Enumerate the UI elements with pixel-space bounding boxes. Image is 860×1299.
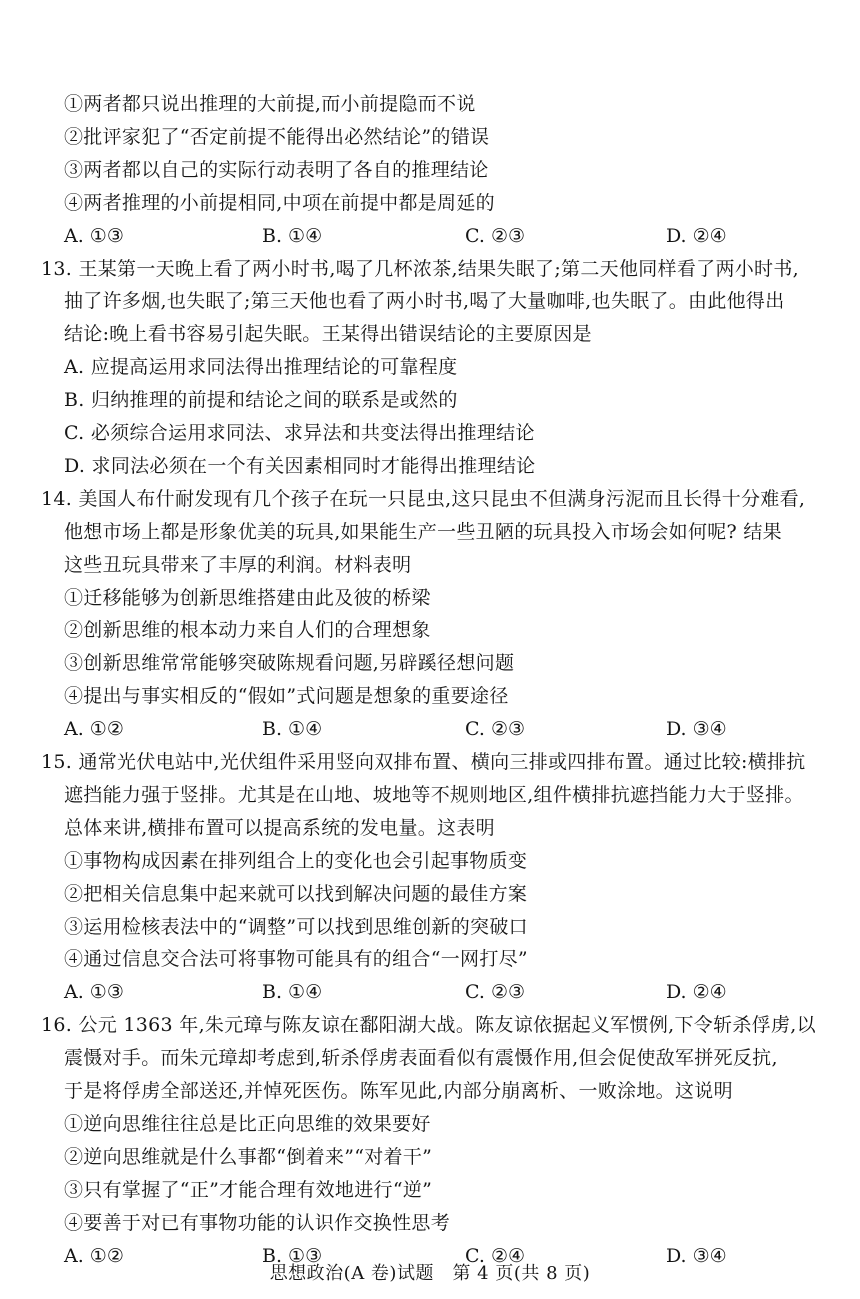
q13-option-d: D. 求同法必须在一个有关因素相同时才能得出推理结论	[64, 455, 536, 477]
q14-option-b: B. ①④	[262, 718, 323, 740]
q13-stem-line-1: 13. 王某第一天晚上看了两小时书,喝了几杯浓茶,结果失眠了;第二天他同样看了两小时书,	[41, 258, 799, 280]
q15-option-b: B. ①④	[262, 981, 323, 1003]
q13-stem-line-2: 抽了许多烟,也失眠了;第三天他也看了两小时书,喝了大量咖啡,也失眠了。由此他得出	[64, 290, 785, 312]
q16-statement-2: ②逆向思维就是什么事都“倒着来”“对着干”	[64, 1146, 433, 1168]
q16-statement-4: ④要善于对已有事物功能的认识作交换性思考	[64, 1212, 451, 1234]
q16-option-c: C. ②④	[465, 1245, 526, 1267]
q12-statement-4: ④两者推理的小前提相同,中项在前提中都是周延的	[64, 192, 495, 214]
q14-stem-line-3: 这些丑玩具带来了丰厚的利润。材料表明	[64, 554, 412, 576]
q15-statement-4: ④通过信息交合法可将事物可能具有的组合“一网打尽”	[64, 948, 528, 970]
q13-option-a: A. 应提高运用求同法得出推理结论的可靠程度	[64, 356, 458, 378]
q14-statement-3: ③创新思维常常能够突破陈规看问题,另辟蹊径想问题	[64, 652, 515, 674]
q12-option-d: D. ②④	[666, 225, 727, 247]
q13-option-c: C. 必须综合运用求同法、求异法和共变法得出推理结论	[64, 422, 535, 444]
q15-option-c: C. ②③	[465, 981, 526, 1003]
q15-statement-3: ③运用检核表法中的“调整”可以找到思维创新的突破口	[64, 916, 528, 938]
q14-statement-1: ①迁移能够为创新思维搭建由此及彼的桥梁	[64, 587, 431, 609]
q16-option-d: D. ③④	[666, 1245, 727, 1267]
q12-option-c: C. ②③	[465, 225, 526, 247]
q16-stem-line-1: 16. 公元 1363 年,朱元璋与陈友谅在鄱阳湖大战。陈友谅依据起义军惯例,下令斩杀俘虏,以	[41, 1014, 816, 1036]
q14-stem-line-2: 他想市场上都是形象优美的玩具,如果能生产一些丑陋的玩具投入市场会如何呢? 结果	[64, 521, 782, 543]
q13-stem-line-3: 结论:晚上看书容易引起失眠。王某得出错误结论的主要原因是	[64, 323, 592, 345]
q14-option-d: D. ③④	[666, 718, 727, 740]
q15-stem-line-1: 15. 通常光伏电站中,光伏组件采用竖向双排布置、横向三排或四排布置。通过比较:横排抗	[41, 751, 806, 773]
q12-option-a: A. ①③	[64, 225, 124, 247]
q16-option-b: B. ①③	[262, 1245, 323, 1267]
q14-option-c: C. ②③	[465, 718, 526, 740]
q14-option-a: A. ①②	[64, 718, 124, 740]
q15-option-d: D. ②④	[666, 981, 727, 1003]
q16-statement-1: ①逆向思维往往总是比正向思维的效果要好	[64, 1113, 431, 1135]
q15-stem-line-3: 总体来讲,横排布置可以提高系统的发电量。这表明	[64, 817, 495, 839]
q15-stem-line-2: 遮挡能力强于竖排。尤其是在山地、坡地等不规则地区,组件横排抗遮挡能力大于竖排。	[64, 784, 804, 806]
q16-stem-line-2: 震慑对手。而朱元璋却考虑到,斩杀俘虏表面看似有震慑作用,但会促使敌军拼死反抗,	[64, 1047, 778, 1069]
q14-statement-4: ④提出与事实相反的“假如”式问题是想象的重要途径	[64, 685, 509, 707]
q16-option-a: A. ①②	[64, 1245, 124, 1267]
q16-stem-line-3: 于是将俘虏全部送还,并悼死医伤。陈军见此,内部分崩离析、一败涂地。这说明	[64, 1080, 733, 1102]
q12-option-b: B. ①④	[262, 225, 323, 247]
q16-statement-3: ③只有掌握了“正”才能合理有效地进行“逆”	[64, 1179, 433, 1201]
q12-statement-2: ②批评家犯了“否定前提不能得出必然结论”的错误	[64, 126, 490, 148]
q12-statement-1: ①两者都只说出推理的大前提,而小前提隐而不说	[64, 93, 476, 115]
q14-stem-line-1: 14. 美国人布什耐发现有几个孩子在玩一只昆虫,这只昆虫不但满身污泥而且长得十分难看,	[41, 488, 806, 510]
q12-statement-3: ③两者都以自己的实际行动表明了各自的推理结论	[64, 159, 489, 181]
q15-statement-1: ①事物构成因素在排列组合上的变化也会引起事物质变	[64, 850, 528, 872]
q15-statement-2: ②把相关信息集中起来就可以找到解决问题的最佳方案	[64, 883, 528, 905]
q14-statement-2: ②创新思维的根本动力来自人们的合理想象	[64, 619, 431, 641]
q13-option-b: B. 归纳推理的前提和结论之间的联系是或然的	[64, 389, 458, 411]
page-footer: 思想政治(A 卷)试题 第 4 页(共 8 页)	[269, 1263, 591, 1284]
q15-option-a: A. ①③	[64, 981, 124, 1003]
